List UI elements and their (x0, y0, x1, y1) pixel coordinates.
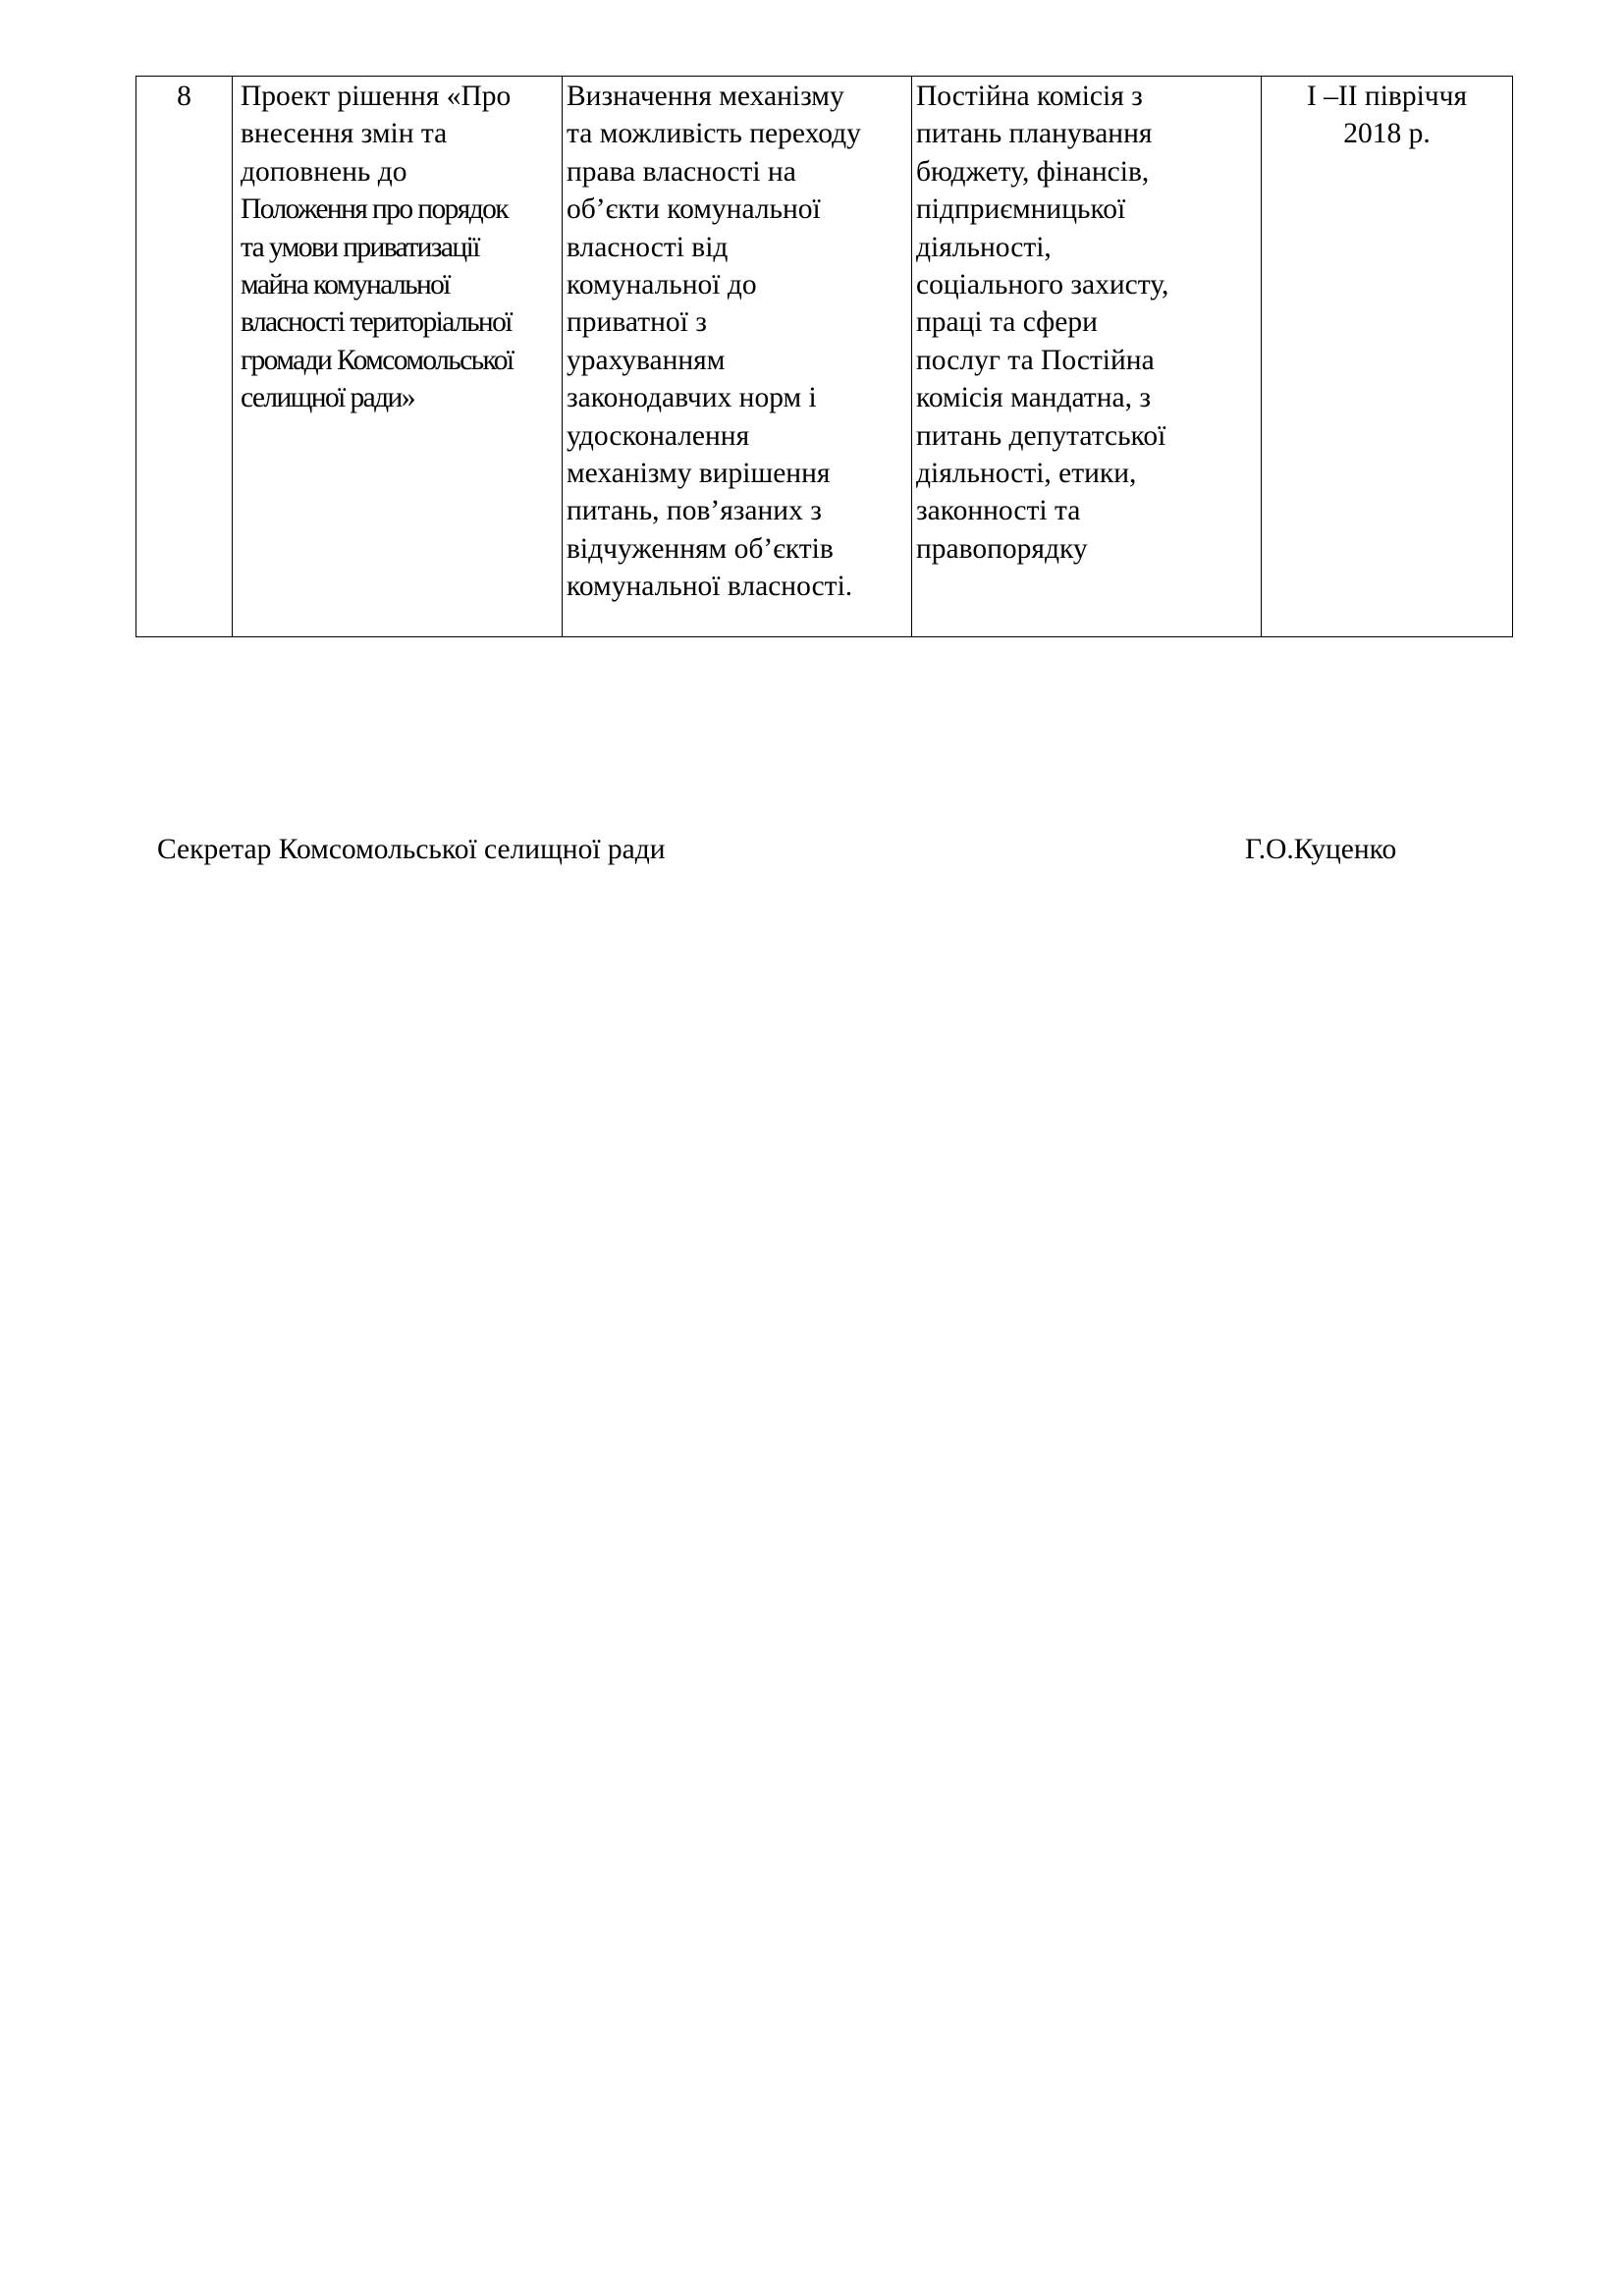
responsible-line: праці та сфери (916, 306, 1098, 339)
responsible-line: питань депутатської (916, 419, 1166, 452)
title-cell (233, 77, 563, 637)
responsible-line: законності та (916, 495, 1081, 527)
title-line: громади Комсомольської (241, 344, 514, 376)
purpose-line: законодавчих норм і (567, 382, 817, 414)
responsible-line: Постійна комісія з (916, 81, 1143, 112)
title-line: доповнень до (241, 155, 407, 188)
signature-title: Секретар Комсомольської селищної ради (157, 834, 666, 865)
title-line: внесення змін та (241, 118, 448, 150)
purpose-line: об’єкти комунальної (567, 193, 821, 226)
responsible-line: діяльності, етики, (916, 458, 1137, 490)
responsible-line: бюджету, фінансів, (916, 155, 1150, 188)
title-line: майна комунальної (241, 269, 450, 301)
purpose-line: власності від (567, 231, 729, 263)
plan-table (135, 76, 1513, 637)
purpose-line: удосконалення (567, 419, 750, 452)
purpose-line: та можливість переходу (567, 118, 861, 150)
responsible-line: правопорядку (916, 532, 1088, 565)
row-number: 8 (177, 81, 191, 112)
responsible-line: послуг та Постійна (916, 344, 1155, 376)
purpose-cell (563, 77, 912, 637)
responsible-line: питань планування (916, 118, 1153, 150)
purpose-line: Визначення механізму (567, 81, 844, 112)
responsible-line: діяльності, (916, 231, 1052, 263)
term-line: І –ІІ півріччя (1306, 81, 1468, 112)
title-line: та умови приватизації (241, 231, 479, 263)
purpose-line: урахуванням (567, 344, 726, 376)
purpose-line: відчуженням об’єктів (567, 532, 834, 565)
responsible-line: соціального захисту, (916, 269, 1169, 301)
title-line: власності територіальної (241, 306, 512, 339)
purpose-line: питань, пов’язаних з (567, 495, 822, 527)
term-line: 2018 р. (1343, 118, 1431, 150)
purpose-line: комунальної до (567, 269, 757, 301)
purpose-line: механізму вирішення (567, 458, 831, 490)
purpose-line: приватної з (567, 306, 707, 339)
responsible-line: комісія мандатна, з (916, 382, 1151, 414)
table-row (136, 77, 1513, 637)
title-line: селищної ради» (241, 382, 414, 414)
purpose-line: комунальної власності. (567, 571, 853, 603)
responsible-line: підприємницької (916, 193, 1126, 226)
responsible-cell (912, 77, 1262, 637)
title-line: Проект рішення «Про (241, 81, 512, 112)
row-number-cell (136, 77, 233, 637)
signature-name: Г.О.Куценко (1245, 834, 1397, 865)
title-line: Положення про порядок (241, 193, 509, 226)
term-cell (1262, 77, 1513, 637)
purpose-line: права власності на (567, 155, 796, 188)
